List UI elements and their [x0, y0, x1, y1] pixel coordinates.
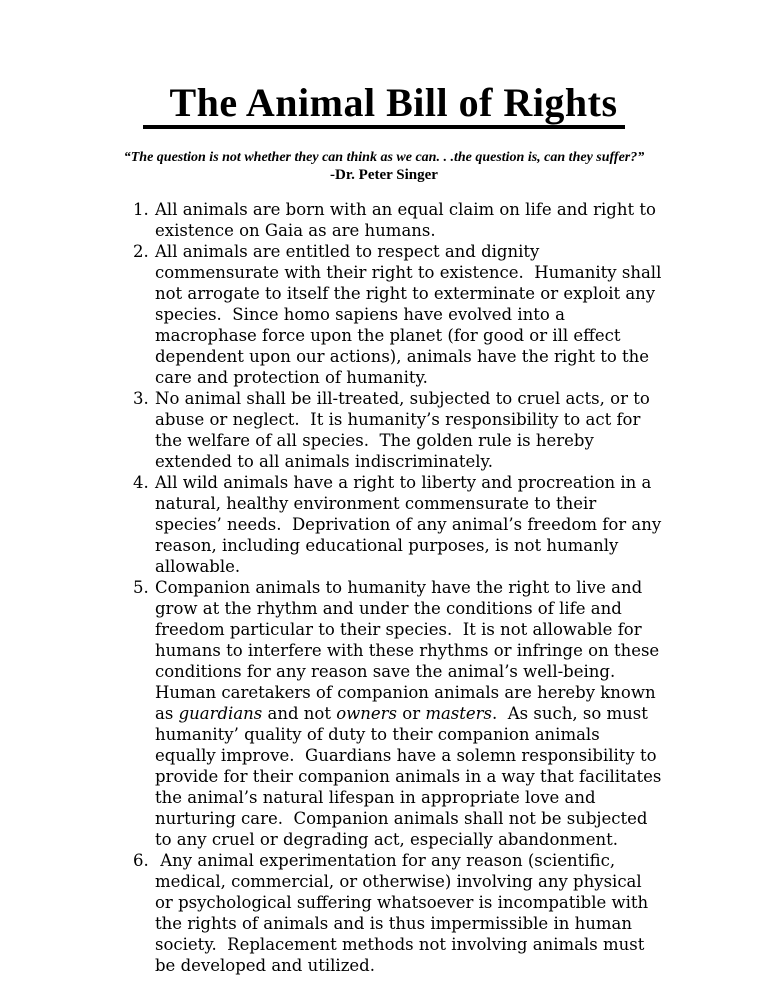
- article-item: [133, 388, 768, 472]
- article-number: 6.: [133, 851, 149, 870]
- article-item: [133, 577, 768, 850]
- article-item: [133, 241, 768, 388]
- article-text-italic-segment: owners: [336, 704, 398, 723]
- page-title: [0, 0, 768, 129]
- page-title-text: The Animal Bill of Rights: [143, 82, 624, 129]
- epigraph-attribution: -Dr. Peter Singer: [330, 167, 438, 183]
- article-number: 4.: [133, 473, 149, 492]
- article-text: [155, 241, 667, 388]
- article-text-segment: and not: [262, 704, 337, 723]
- article-text-segment: Companion animals to humanity have the right to live and grow at the rhythm and under the conditions of life and freedom particular to their species. It is not allowable for humans to interfere with these rhythms or infringe on these conditions for any reason save the animal’s well-being. Human caretakers of companion animals are hereby known as: [155, 578, 665, 723]
- article-text: [155, 472, 667, 577]
- article-item: [133, 472, 768, 577]
- article-text-segment: . As such, so must humanity’ quality of duty to their companion animals equally improve. Guardians have a solemn responsibility to provide for their companion animals in a way that facilitates the animal’s natural lifespan in appropriate love and nurturing care. Companion animals shall not be subjected to any cruel or degrading act, especially abandonment.: [155, 704, 667, 849]
- article-item: [133, 199, 768, 241]
- article-text-segment: All animals are entitled to respect and dignity commensurate with their right to existence. Humanity shall not arrogate to itself the right to exterminate or exploit any species. Since homo sapiens have evolved into a macrophase force upon the planet (for good or ill effect dependent upon our actions), animals have the right to the care and protection of humanity.: [155, 242, 667, 387]
- article-number: 3.: [133, 389, 149, 408]
- article-text: [155, 577, 667, 850]
- articles-list: [0, 199, 768, 976]
- article-text-segment: No animal shall be ill-treated, subjected to cruel acts, or to abuse or neglect. It is humanity’s responsibility to act for the welfare of all species. The golden rule is hereby extended to all animals indiscriminately.: [155, 389, 656, 471]
- article-text-segment: All wild animals have a right to liberty and procreation in a natural, healthy environment commensurate to their species’ needs. Deprivation of any animal’s freedom for any reason, including educational purposes, is not humanly allowable.: [155, 473, 667, 576]
- article-number: 1.: [133, 200, 149, 219]
- article-text: [155, 850, 663, 976]
- article-number: 5.: [133, 578, 149, 597]
- article-text-segment: Any animal experimentation for any reason (scientific, medical, commercial, or otherwise) involving any physical or psychological suffering whatsoever is incompatible with the rights of animals and is thus impermissible in human society. Replacement methods not involving animals must be developed and utilized.: [155, 851, 654, 975]
- article-number: 2.: [133, 242, 149, 261]
- article-text-italic-segment: masters: [425, 704, 493, 723]
- article-text-segment: All animals are born with an equal claim on life and right to existence on Gaia as are humans.: [155, 200, 662, 240]
- epigraph-quote: “The question is not whether they can think as we can. . .the question is, can they suffer?”: [123, 150, 645, 165]
- article-item: [133, 850, 768, 976]
- article-text-italic-segment: guardians: [178, 704, 263, 723]
- article-text-segment: or: [397, 704, 426, 723]
- article-text: [155, 388, 663, 472]
- article-text: [155, 199, 663, 241]
